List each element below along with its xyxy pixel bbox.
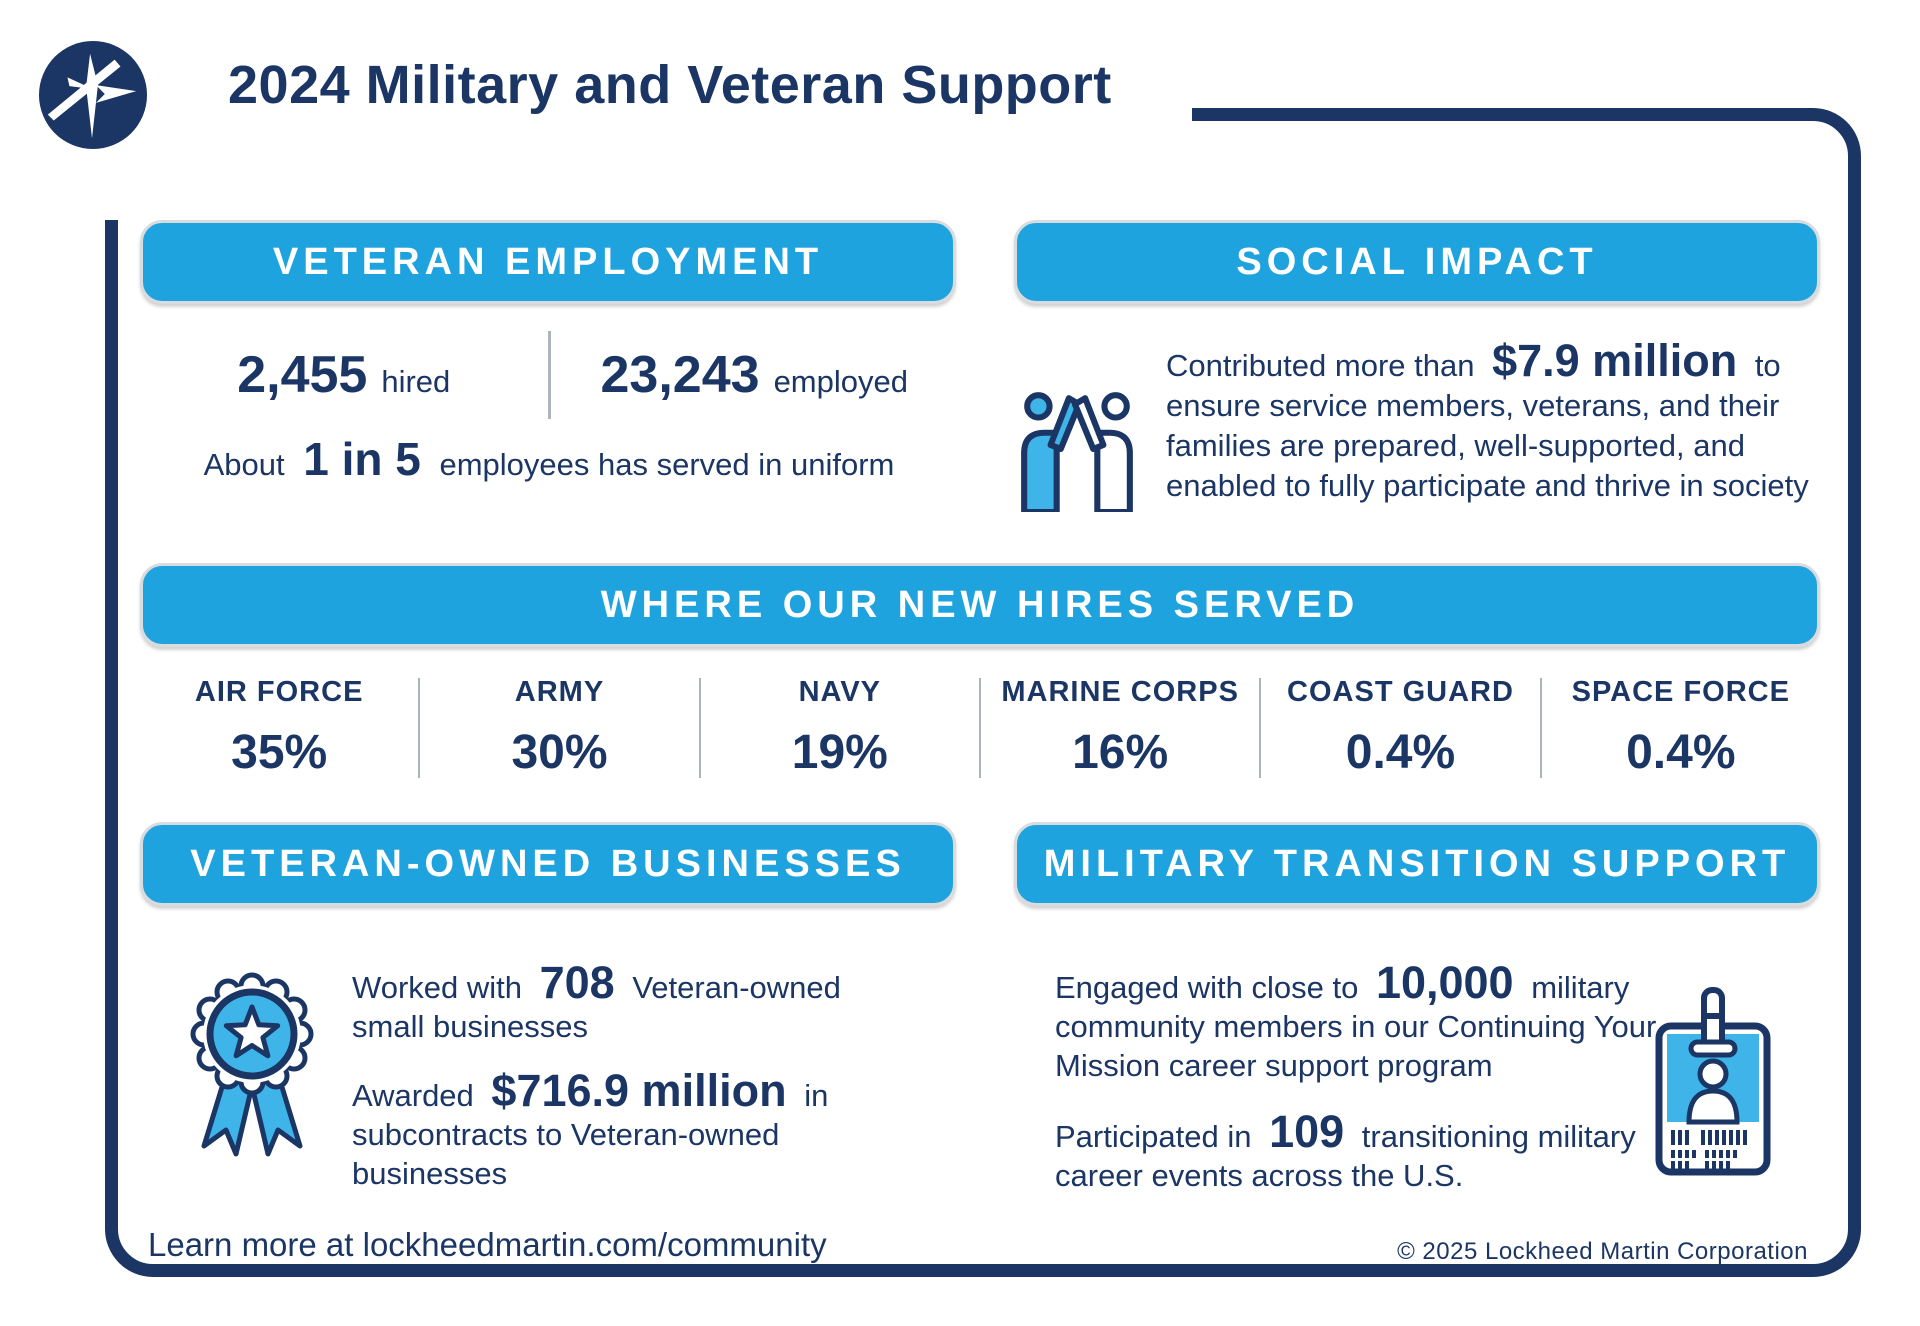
stat-employed-label: employed bbox=[773, 364, 908, 399]
social-impact-text bbox=[1166, 335, 1816, 506]
note-prefix: About bbox=[203, 447, 285, 482]
section-heading-label: SOCIAL IMPACT bbox=[1236, 240, 1598, 283]
note-suffix: employees has served in uniform bbox=[439, 447, 895, 482]
branch-value: 35% bbox=[231, 726, 328, 779]
awarded-prefix: Awarded bbox=[352, 1078, 474, 1113]
veteran-owned-text bbox=[352, 957, 917, 1193]
section-heading-label: VETERAN-OWNED BUSINESSES bbox=[190, 842, 906, 885]
branch-label: SPACE FORCE bbox=[1571, 676, 1790, 708]
section-heading-social-impact bbox=[1014, 220, 1820, 304]
award-ribbon-icon bbox=[182, 956, 322, 1168]
branch-value: 19% bbox=[791, 726, 888, 779]
section-heading-label: MILITARY TRANSITION SUPPORT bbox=[1043, 842, 1791, 885]
engaged-paragraph bbox=[1055, 957, 1670, 1085]
id-badge-icon bbox=[1652, 986, 1774, 1178]
page-title: 2024 Military and Veteran Support bbox=[228, 55, 1112, 115]
stat-hired-value: 2,455 bbox=[237, 346, 368, 404]
engaged-prefix: Engaged with close to bbox=[1055, 970, 1359, 1005]
branch-value: 0.4% bbox=[1345, 726, 1456, 779]
transition-support-text bbox=[1055, 957, 1670, 1195]
copyright-text: © 2025 Lockheed Martin Corporation bbox=[1397, 1238, 1808, 1265]
service-branch-breakdown bbox=[140, 676, 1820, 780]
branch-coast-guard bbox=[1261, 676, 1539, 780]
branch-label: AIR FORCE bbox=[194, 676, 364, 708]
note-ratio: 1 in 5 bbox=[303, 433, 421, 485]
branch-space-force bbox=[1542, 676, 1820, 780]
lockheed-martin-logo-icon bbox=[38, 40, 148, 150]
branch-army bbox=[420, 676, 698, 780]
stat-employed-value: 23,243 bbox=[600, 346, 760, 404]
section-heading-label: VETERAN EMPLOYMENT bbox=[272, 240, 824, 283]
worked-prefix: Worked with bbox=[352, 970, 522, 1005]
branch-value: 0.4% bbox=[1626, 726, 1736, 779]
branch-marine-corps bbox=[981, 676, 1259, 780]
section-heading-veteran-owned bbox=[140, 822, 956, 906]
branch-navy bbox=[701, 676, 979, 780]
learn-more-text: Learn more at lockheedmartin.com/community bbox=[148, 1226, 827, 1263]
worked-with-paragraph bbox=[352, 957, 917, 1046]
participated-suffix: transitioning military career events across the U.S. bbox=[1055, 1119, 1636, 1193]
participated-count: 109 bbox=[1269, 1106, 1345, 1157]
stat-employed bbox=[551, 345, 959, 405]
worked-count: 708 bbox=[539, 957, 615, 1008]
veteran-employment-stats bbox=[140, 330, 958, 420]
social-text-prefix: Contributed more than bbox=[1166, 348, 1475, 383]
branch-value: 16% bbox=[1072, 726, 1169, 779]
stat-hired bbox=[140, 345, 548, 405]
engaged-count: 10,000 bbox=[1375, 957, 1514, 1008]
branch-label: COAST GUARD bbox=[1287, 676, 1514, 708]
social-text-suffix: to ensure service members, veterans, and their families are prepared, well-supported, and enabled to fully participate and thrive in society bbox=[1166, 348, 1809, 503]
one-in-five-note bbox=[140, 433, 958, 485]
social-amount: $7.9 million bbox=[1492, 335, 1738, 386]
awarded-paragraph bbox=[352, 1065, 917, 1193]
participated-prefix: Participated in bbox=[1055, 1119, 1252, 1154]
branch-label: NAVY bbox=[798, 676, 882, 708]
section-heading-veteran-employment bbox=[140, 220, 956, 304]
stat-hired-label: hired bbox=[381, 364, 451, 399]
awarded-amount: $716.9 million bbox=[491, 1065, 787, 1116]
branch-label: MARINE CORPS bbox=[1001, 676, 1239, 708]
high-five-people-icon bbox=[1016, 386, 1138, 512]
branch-air-force bbox=[140, 676, 418, 780]
worked-suffix: Veteran-owned small businesses bbox=[352, 970, 841, 1044]
awarded-suffix: in subcontracts to Veteran-owned businesses bbox=[352, 1078, 829, 1191]
participated-paragraph bbox=[1055, 1106, 1670, 1195]
engaged-suffix: military community members in our Continuing Your Mission career support program bbox=[1055, 970, 1657, 1083]
section-heading-label: WHERE OUR NEW HIRES SERVED bbox=[600, 583, 1360, 626]
branch-label: ARMY bbox=[514, 676, 605, 708]
section-heading-new-hires bbox=[140, 563, 1820, 647]
branch-value: 30% bbox=[511, 726, 608, 779]
section-heading-transition-support bbox=[1014, 822, 1820, 906]
